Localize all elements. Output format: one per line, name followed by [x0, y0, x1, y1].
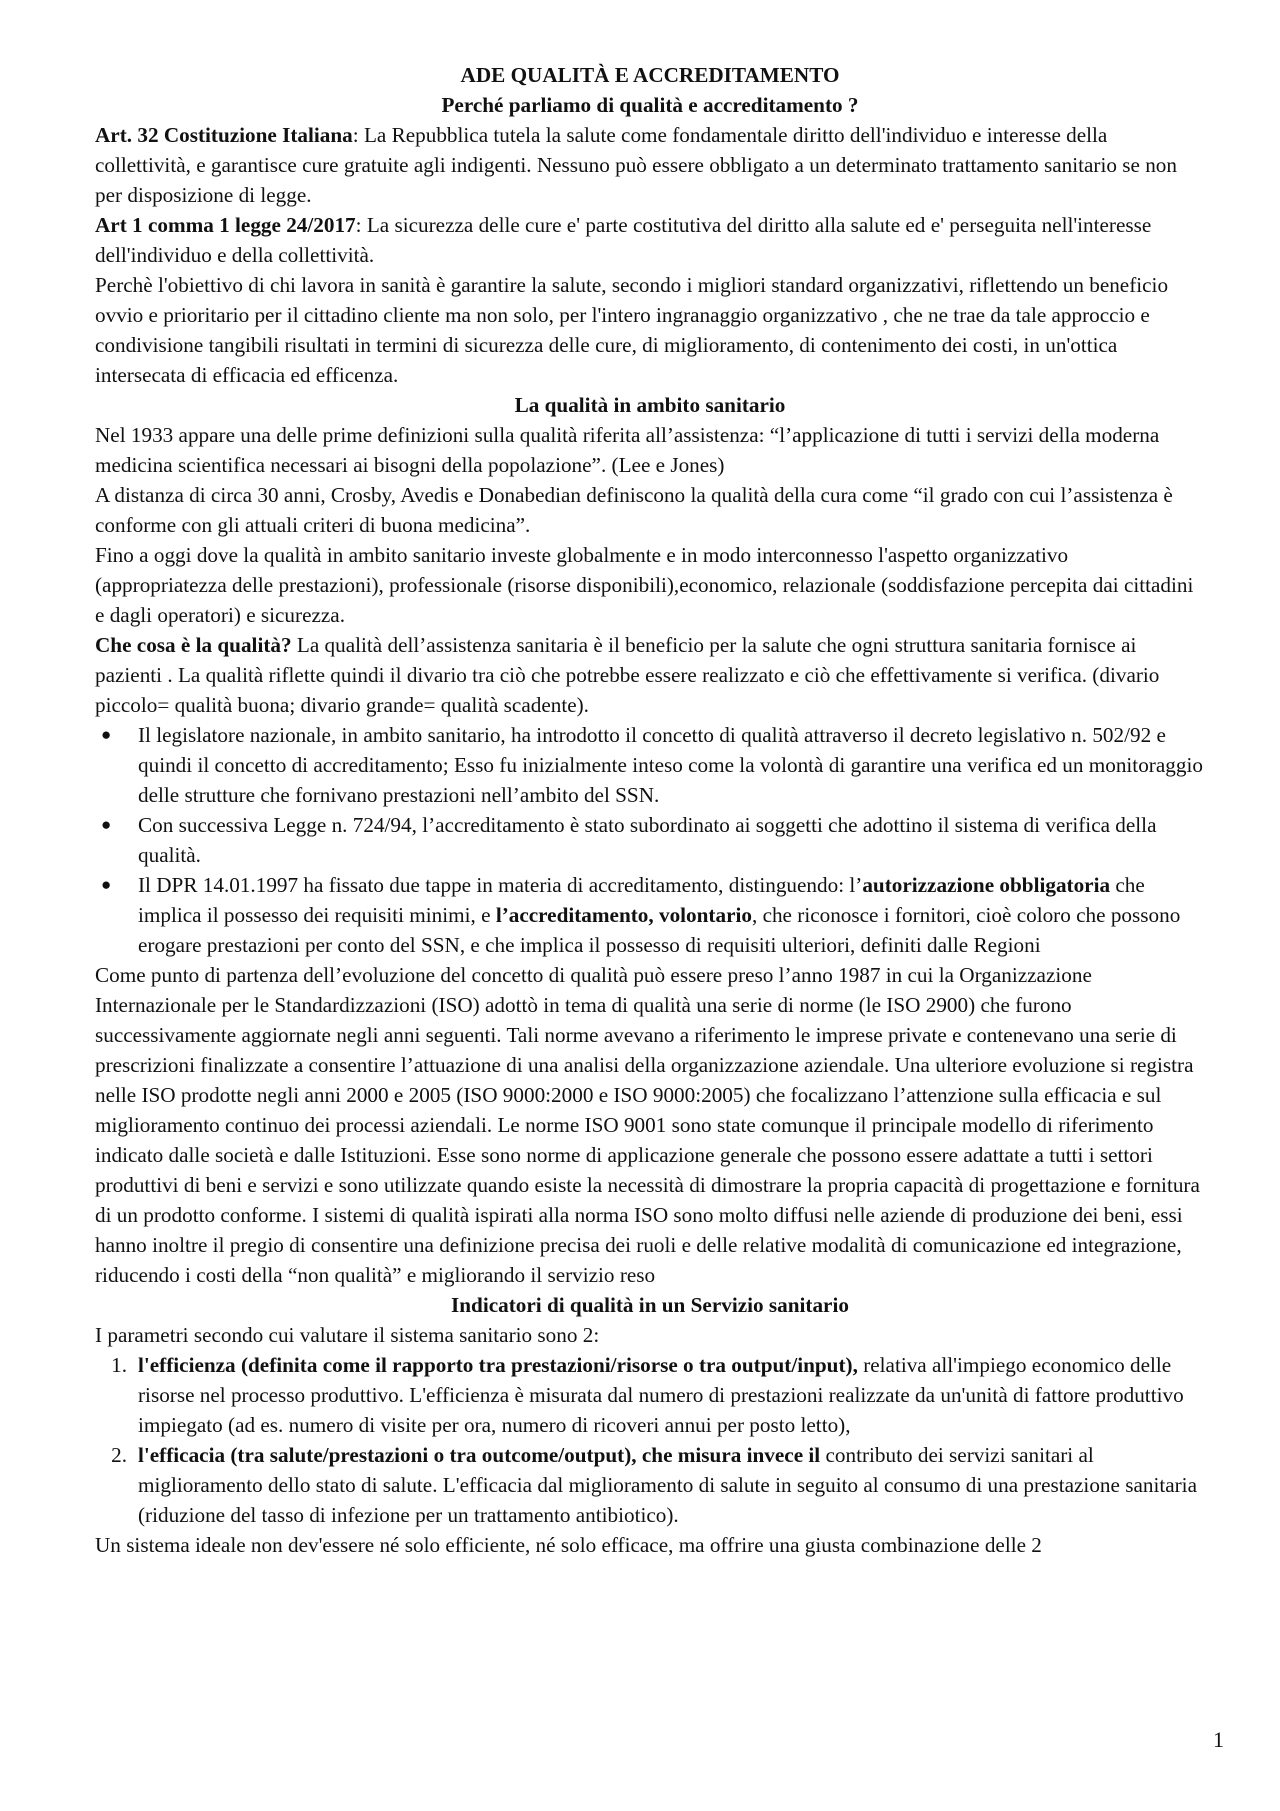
art32-paragraph [95, 120, 1205, 210]
list-item [101, 870, 1205, 960]
document-subtitle: Perché parliamo di qualità e accreditamento ? [441, 93, 859, 117]
bullet-text: Con successiva Legge n. 724/94, l’accreditamento è stato subordinato ai soggetti che adottino il sistema di verifica della qualità. [138, 813, 1157, 867]
efficiency-bold: l'efficienza (definita come il rapporto tra prestazioni/risorse o tra output/input), [138, 1353, 858, 1377]
what-is-quality-label: Che cosa è la qualità? [95, 633, 292, 657]
section-heading-quality: La qualità in ambito sanitario [514, 393, 786, 417]
closing-paragraph: Un sistema ideale non dev'essere né solo efficiente, né solo efficace, ma offrire una giusta combinazione delle 2 [95, 1533, 1042, 1557]
efficacy-bold: l'efficacia (tra salute/prestazioni o tra outcome/output), che misura invece il [138, 1443, 821, 1467]
art1-text: : La sicurezza delle cure e' parte costitutiva del diritto alla salute ed e' perseguita nell'interesse dell'individuo e della collettività. [95, 213, 1152, 267]
what-is-quality-text: La qualità dell’assistenza sanitaria è il beneficio per la salute che ogni struttura sanitaria fornisce ai pazienti . La qualità riflette quindi il divario tra ciò che potrebbe essere realizzato e ciò che effettivamente si verifica. (divario piccolo= qualità buona; divario grande= qualità scadente). [95, 633, 1160, 717]
document-title: ADE QUALITÀ E ACCREDITAMENTO [460, 63, 840, 87]
intro-paragraph: Perchè l'obiettivo di chi lavora in sanità è garantire la salute, secondo i migliori standard organizzativi, riflettendo un beneficio ovvio e prioritario per il cittadino cliente ma non solo, per l'intero ingranaggio organizzativo , che ne trae da tale approccio e condivisione tangibili risultati in termini di sicurezza delle cure, di miglioramento, di contenimento dei costi, in un'ottica intersecata di efficacia ed efficenza. [95, 273, 1169, 387]
bullet-bold-autorizzazione: autorizzazione obbligatoria [862, 873, 1111, 897]
art32-text: : La Repubblica tutela la salute come fondamentale diritto dell'individuo e interesse della collettività, e garantisce cure gratuite agli indigenti. Nessuno può essere obbligato a un determinato trattamento sanitario se non per disposizione di legge. [95, 123, 1177, 207]
paragraph-iso: Come punto di partenza dell’evoluzione del concetto di qualità può essere preso l’anno 1987 in cui la Organizzazione Internazionale per le Standardizzazioni (ISO) adottò in tema di qualità una serie di norme (le ISO 2900) che furono successivamente aggiornate negli anni seguenti. Tali norme avevano a riferimento le imprese private e contenevano una serie di prescrizioni finalizzate a consentire l’attuazione di una analisi della organizzazione aziendale. Una ulteriore evoluzione si registra nelle ISO prodotte negli anni 2000 e 2005 (ISO 9000:2000 e ISO 9000:2005) che focalizzano l’attenzione sulla efficacia e sul miglioramento continuo dei processi aziendali. Le norme ISO 9001 sono state comunque il principale modello di riferimento indicato dalle società e dalle Istituzioni. Esse sono norme di applicazione generale che possono essere adattate a tutti i settori produttivi di beni e servizi e sono utilizzate quando esiste la necessità di dimostrare la propria capacità di progettazione e fornitura di un prodotto conforme. I sistemi di qualità ispirati alla norma ISO sono molto diffusi nelle aziende di produzione dei beni, essi hanno inoltre il pregio di consentire una definizione precisa dei ruoli e delle relative modalità di comunicazione ed integrazione, riducendo i costi della “non qualità” e migliorando il servizio reso [95, 963, 1200, 1287]
art1-paragraph [95, 210, 1205, 270]
indicators-intro: I parametri secondo cui valutare il sistema sanitario sono 2: [95, 1323, 600, 1347]
art32-label: Art. 32 Costituzione Italiana [95, 123, 353, 147]
bullet-icon: ● [101, 725, 112, 744]
bullet-icon: ● [101, 815, 112, 834]
list-number: 1. [111, 1353, 127, 1377]
bullet-text-e: , che riconosce i fornitori, cioè coloro che possono erogare prestazioni per conto del SSN, e che implica il possesso di requisiti ulteriori, definiti dalle Regioni [138, 903, 1181, 957]
list-item [101, 720, 1205, 810]
list-item [101, 810, 1205, 870]
art1-label: Art 1 comma 1 legge 24/2017 [95, 213, 356, 237]
paragraph-today: Fino a oggi dove la qualità in ambito sanitario investe globalmente e in modo interconnesso l'aspetto organizzativo (appropriatezza delle prestazioni), professionale (risorse disponibili),economico, relazionale (soddisfazione percepita dai cittadini e dagli operatori) e sicurezza. [95, 543, 1194, 627]
document-page [95, 60, 1205, 1560]
paragraph-what-is-quality [95, 630, 1205, 720]
bullet-bold-accreditamento: l’accreditamento, volontario [495, 903, 752, 927]
list-item [111, 1350, 1205, 1440]
efficiency-text: relativa all'impiego economico delle risorse nel processo produttivo. L'efficienza è misurata dal numero di prestazioni realizzate da un'unità di fattore produttivo impiegato (ad es. numero di visite per ora, numero di ricoveri annui per posto letto), [138, 1353, 1184, 1437]
paragraph-donabedian: A distanza di circa 30 anni, Crosby, Avedis e Donabedian definiscono la qualità della cura come “il grado con cui l’assistenza è conforme con gli attuali criteri di buona medicina”. [95, 483, 1173, 537]
bullet-text-a: Il DPR 14.01.1997 ha fissato due tappe in materia di accreditamento, distinguendo: l’ [138, 873, 863, 897]
bullet-text-c: che implica il possesso dei requisiti minimi, e [138, 873, 1145, 927]
list-number: 2. [111, 1443, 127, 1467]
paragraph-1933: Nel 1933 appare una delle prime definizioni sulla qualità riferita all’assistenza: “l’applicazione di tutti i servizi della moderna medicina scientifica necessari ai bisogni della popolazione”. (Lee e Jones) [95, 423, 1160, 477]
legislation-list [95, 720, 1205, 960]
indicators-list [95, 1350, 1205, 1530]
list-item [111, 1440, 1205, 1530]
bullet-icon: ● [101, 875, 112, 894]
page-number: 1 [1213, 1727, 1224, 1752]
section-heading-indicators: Indicatori di qualità in un Servizio sanitario [451, 1293, 849, 1317]
bullet-text: Il legislatore nazionale, in ambito sanitario, ha introdotto il concetto di qualità attraverso il decreto legislativo n. 502/92 e quindi il concetto di accreditamento; Esso fu inizialmente inteso come la volontà di garantire una verifica ed un monitoraggio delle strutture che fornivano prestazioni nell’ambito del SSN. [138, 723, 1203, 807]
efficacy-text: contributo dei servizi sanitari al miglioramento dello stato di salute. L'efficacia dal miglioramento di salute in seguito al consumo di una prestazione sanitaria (riduzione del tasso di infezione per un trattamento antibiotico). [138, 1443, 1197, 1527]
